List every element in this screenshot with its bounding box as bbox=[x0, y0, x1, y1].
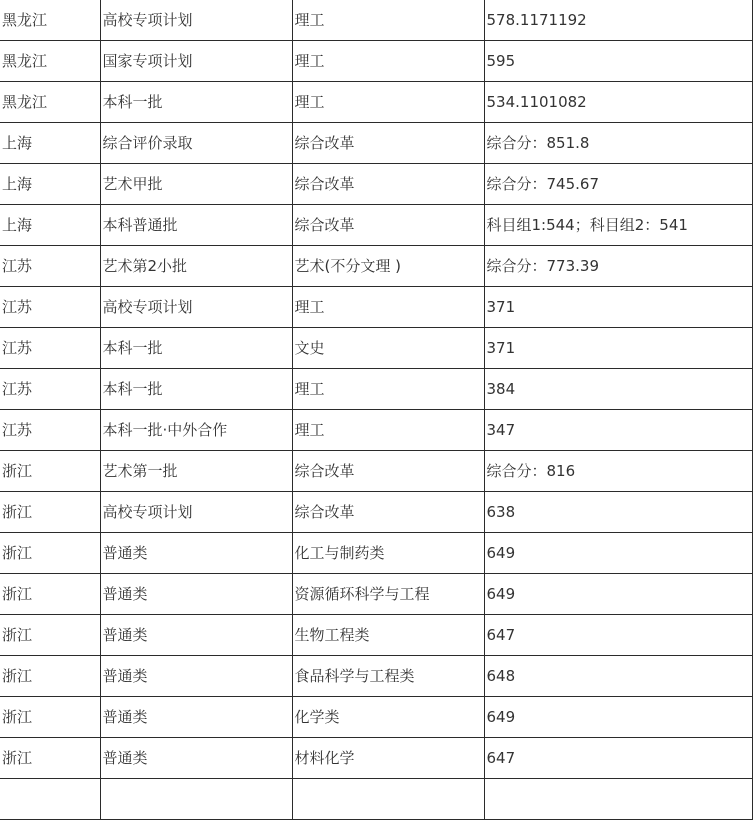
province-cell: 浙江 bbox=[0, 451, 100, 492]
category-cell: 理工 bbox=[292, 287, 484, 328]
score-cell: 科目组1:544；科目组2：541 bbox=[484, 205, 752, 246]
category-cell bbox=[292, 779, 484, 820]
table-row bbox=[0, 615, 752, 656]
batch-cell: 普通类 bbox=[100, 574, 292, 615]
province-cell: 浙江 bbox=[0, 533, 100, 574]
table-row bbox=[0, 123, 752, 164]
score-cell: 647 bbox=[484, 615, 752, 656]
score-cell: 534.1101082 bbox=[484, 82, 752, 123]
score-cell: 649 bbox=[484, 574, 752, 615]
province-cell bbox=[0, 779, 100, 820]
batch-cell: 本科一批 bbox=[100, 82, 292, 123]
score-cell: 638 bbox=[484, 492, 752, 533]
batch-cell: 高校专项计划 bbox=[100, 287, 292, 328]
table-row bbox=[0, 205, 752, 246]
category-cell: 文史 bbox=[292, 328, 484, 369]
batch-cell: 艺术第一批 bbox=[100, 451, 292, 492]
table-row bbox=[0, 246, 752, 287]
province-cell: 江苏 bbox=[0, 287, 100, 328]
batch-cell: 普通类 bbox=[100, 697, 292, 738]
batch-cell: 本科一批·中外合作 bbox=[100, 410, 292, 451]
score-cell: 384 bbox=[484, 369, 752, 410]
batch-cell: 高校专项计划 bbox=[100, 0, 292, 41]
score-cell: 综合分：745.67 bbox=[484, 164, 752, 205]
table-row bbox=[0, 697, 752, 738]
score-cell: 649 bbox=[484, 533, 752, 574]
province-cell: 黑龙江 bbox=[0, 82, 100, 123]
table-row bbox=[0, 779, 752, 820]
score-cell: 347 bbox=[484, 410, 752, 451]
score-cell: 371 bbox=[484, 287, 752, 328]
batch-cell: 艺术甲批 bbox=[100, 164, 292, 205]
province-cell: 上海 bbox=[0, 205, 100, 246]
province-cell: 浙江 bbox=[0, 615, 100, 656]
score-cell bbox=[484, 779, 752, 820]
score-cell: 综合分：851.8 bbox=[484, 123, 752, 164]
table-row bbox=[0, 533, 752, 574]
table-row bbox=[0, 328, 752, 369]
table-row bbox=[0, 656, 752, 697]
score-cell: 综合分：773.39 bbox=[484, 246, 752, 287]
category-cell: 食品科学与工程类 bbox=[292, 656, 484, 697]
table-row bbox=[0, 82, 752, 123]
batch-cell: 普通类 bbox=[100, 533, 292, 574]
category-cell: 材料化学 bbox=[292, 738, 484, 779]
province-cell: 上海 bbox=[0, 164, 100, 205]
category-cell: 化学类 bbox=[292, 697, 484, 738]
province-cell: 黑龙江 bbox=[0, 0, 100, 41]
score-cell: 578.1171192 bbox=[484, 0, 752, 41]
table-row bbox=[0, 410, 752, 451]
category-cell: 化工与制药类 bbox=[292, 533, 484, 574]
table-row bbox=[0, 0, 752, 41]
province-cell: 黑龙江 bbox=[0, 41, 100, 82]
score-cell: 595 bbox=[484, 41, 752, 82]
province-cell: 上海 bbox=[0, 123, 100, 164]
table-row bbox=[0, 164, 752, 205]
batch-cell: 普通类 bbox=[100, 615, 292, 656]
batch-cell: 综合评价录取 bbox=[100, 123, 292, 164]
batch-cell: 国家专项计划 bbox=[100, 41, 292, 82]
table-row bbox=[0, 369, 752, 410]
province-cell: 浙江 bbox=[0, 738, 100, 779]
table-row bbox=[0, 738, 752, 779]
table-row bbox=[0, 287, 752, 328]
category-cell: 理工 bbox=[292, 41, 484, 82]
category-cell: 综合改革 bbox=[292, 451, 484, 492]
batch-cell: 普通类 bbox=[100, 738, 292, 779]
province-cell: 浙江 bbox=[0, 492, 100, 533]
category-cell: 艺术(不分文理 ) bbox=[292, 246, 484, 287]
category-cell: 生物工程类 bbox=[292, 615, 484, 656]
category-cell: 综合改革 bbox=[292, 123, 484, 164]
score-cell: 649 bbox=[484, 697, 752, 738]
batch-cell: 本科一批 bbox=[100, 369, 292, 410]
province-cell: 江苏 bbox=[0, 369, 100, 410]
table-row bbox=[0, 41, 752, 82]
category-cell: 理工 bbox=[292, 410, 484, 451]
table-row bbox=[0, 574, 752, 615]
score-cell: 综合分：816 bbox=[484, 451, 752, 492]
batch-cell: 高校专项计划 bbox=[100, 492, 292, 533]
category-cell: 综合改革 bbox=[292, 164, 484, 205]
category-cell: 理工 bbox=[292, 0, 484, 41]
batch-cell: 艺术第2小批 bbox=[100, 246, 292, 287]
table-row bbox=[0, 451, 752, 492]
category-cell: 资源循环科学与工程 bbox=[292, 574, 484, 615]
batch-cell: 本科一批 bbox=[100, 328, 292, 369]
category-cell: 理工 bbox=[292, 82, 484, 123]
province-cell: 浙江 bbox=[0, 656, 100, 697]
score-cell: 371 bbox=[484, 328, 752, 369]
category-cell: 综合改革 bbox=[292, 492, 484, 533]
province-cell: 浙江 bbox=[0, 697, 100, 738]
category-cell: 综合改革 bbox=[292, 205, 484, 246]
batch-cell: 本科普通批 bbox=[100, 205, 292, 246]
batch-cell bbox=[100, 779, 292, 820]
score-cell: 648 bbox=[484, 656, 752, 697]
table-row bbox=[0, 492, 752, 533]
category-cell: 理工 bbox=[292, 369, 484, 410]
province-cell: 江苏 bbox=[0, 246, 100, 287]
province-cell: 江苏 bbox=[0, 410, 100, 451]
score-cell: 647 bbox=[484, 738, 752, 779]
province-cell: 浙江 bbox=[0, 574, 100, 615]
province-cell: 江苏 bbox=[0, 328, 100, 369]
batch-cell: 普通类 bbox=[100, 656, 292, 697]
